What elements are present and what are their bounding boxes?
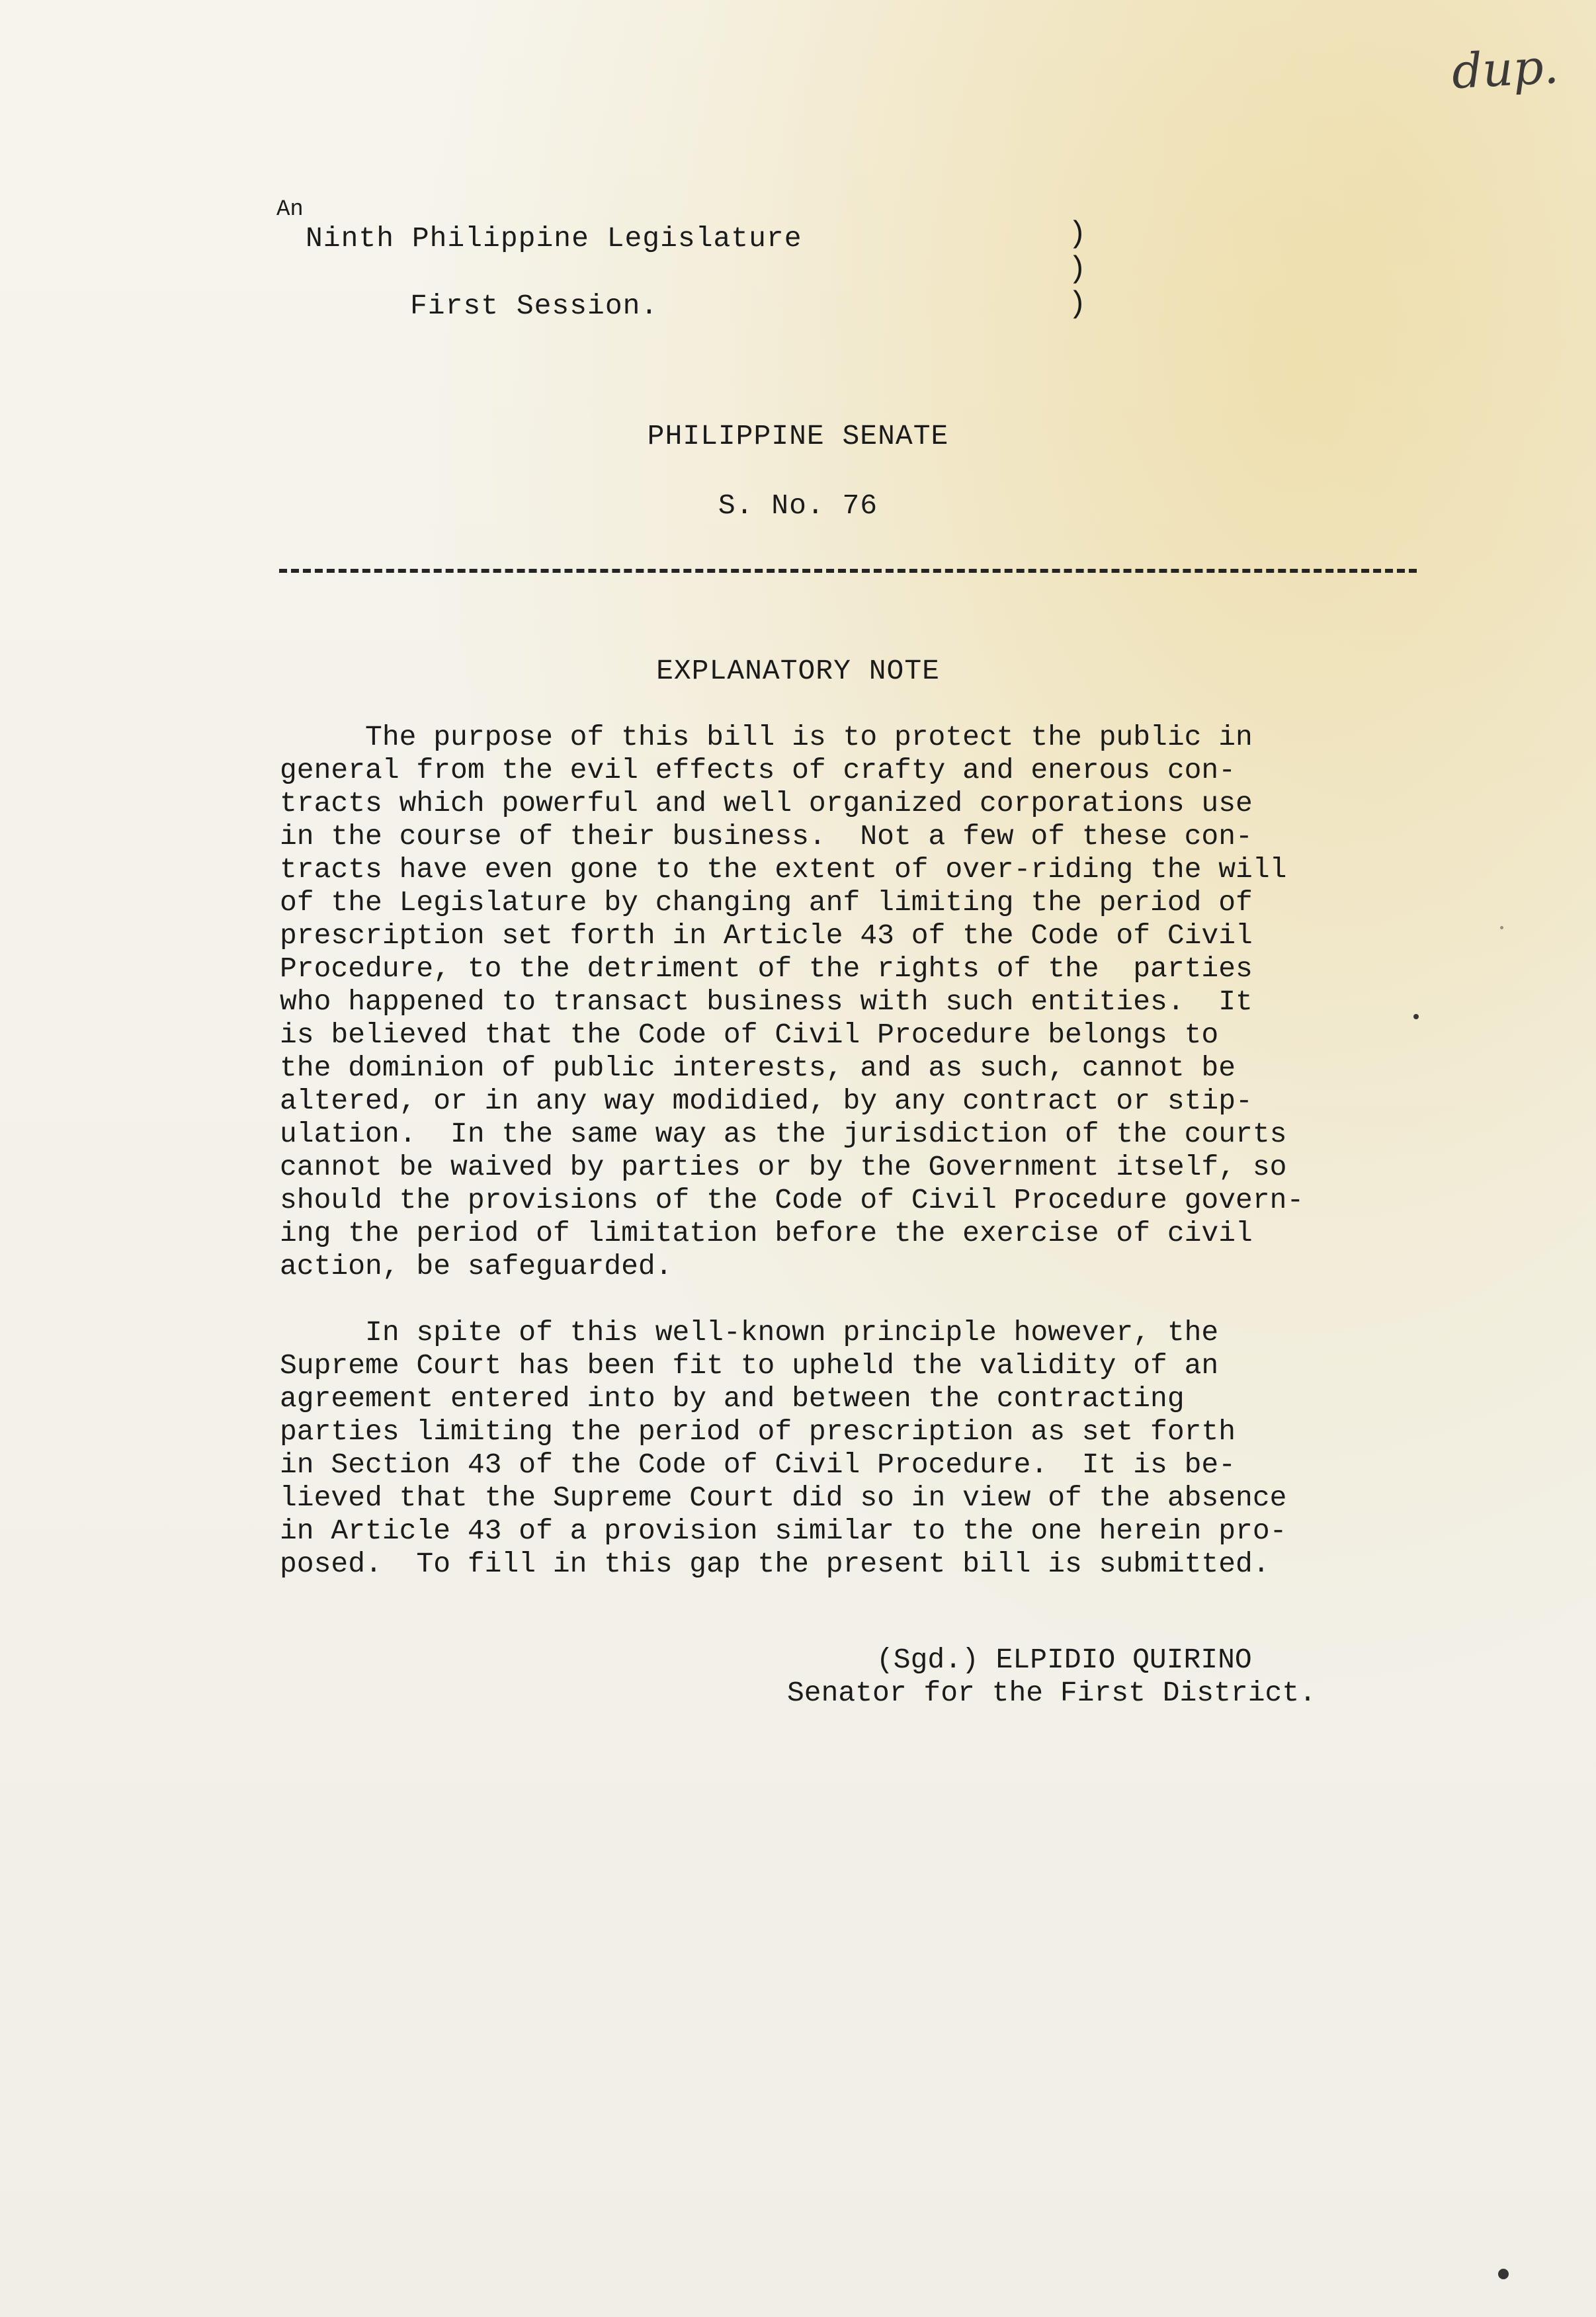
paragraph-1-line: tracts which powerful and well organized corporations use xyxy=(280,787,1253,820)
bill-number: S. No. 76 xyxy=(718,489,878,522)
paragraph-1-line: the dominion of public interests, and as such, cannot be xyxy=(280,1052,1236,1084)
senate-title: PHILIPPINE SENATE xyxy=(647,420,949,452)
explanatory-note-body xyxy=(280,721,1304,1581)
paragraph-2-line: lieved that the Supreme Court did so in view of the absence xyxy=(280,1482,1287,1514)
paragraph-1-line: altered, or in any way modidied, by any contract or stip- xyxy=(280,1085,1253,1117)
paragraph-2-line: in Section 43 of the Code of Civil Procedure. It is be- xyxy=(280,1449,1236,1481)
paragraph-1-line: who happened to transact business with such entities. It xyxy=(280,986,1253,1018)
paragraph-1-line: cannot be waived by parties or by the Government itself, so xyxy=(280,1151,1287,1183)
paragraph-1-line: prescription set forth in Article 43 of the Code of Civil xyxy=(280,919,1253,952)
paragraph-2-line: Supreme Court has been fit to upheld the validity of an xyxy=(280,1349,1219,1382)
handwritten-note: dup. xyxy=(1450,38,1560,100)
signature-block xyxy=(787,1644,1382,1710)
paragraph-1-line: ulation. In the same way as the jurisdiction of the courts xyxy=(280,1118,1287,1150)
paragraph-1-line: is believed that the Code of Civil Procedure belongs to xyxy=(280,1019,1219,1051)
paragraph-2-line: parties limiting the period of prescription as set forth xyxy=(280,1415,1236,1448)
page-speck xyxy=(1413,1014,1419,1019)
paragraph-1-line: in the course of their business. Not a few of these con- xyxy=(280,820,1253,853)
paragraph-2-line: In spite of this well-known principle however, the xyxy=(280,1316,1219,1349)
dashed-separator xyxy=(279,569,1417,573)
paragraph-1-line: Procedure, to the detriment of the rights of the parties xyxy=(280,952,1253,985)
paragraph-1-line: of the Legislature by changing anf limiting the period of xyxy=(280,886,1253,919)
explanatory-note-title: EXPLANATORY NOTE xyxy=(656,655,940,687)
paragraph-2-line: in Article 43 of a provision similar to the one herein pro- xyxy=(280,1515,1287,1547)
signature-title: Senator for the First District. xyxy=(787,1677,1316,1709)
paragraph-1-line: action, be safeguarded. xyxy=(280,1250,673,1283)
page-speck xyxy=(1498,2269,1509,2279)
paragraph-1-line: ing the period of limitation before the exercise of civil xyxy=(280,1217,1253,1249)
paragraph-1-line: The purpose of this bill is to protect the public in xyxy=(280,721,1253,753)
paragraph-2-line: posed. To fill in this gap the present bill is submitted. xyxy=(280,1548,1270,1580)
paragraph-2-line: agreement entered into by and between the contracting xyxy=(280,1382,1185,1415)
page-speck xyxy=(1500,926,1503,929)
legislature-heading xyxy=(271,197,1087,337)
paragraph-1-line: tracts have even gone to the extent of over-riding the will xyxy=(280,853,1287,886)
session-line: First Session. xyxy=(410,290,659,322)
paragraph-1-line: general from the evil effects of crafty and enerous con- xyxy=(280,754,1236,786)
paragraph-1-line: should the provisions of the Code of Civil Procedure govern- xyxy=(280,1184,1304,1216)
signature-name: (Sgd.) ELPIDIO QUIRINO xyxy=(876,1644,1252,1676)
heading-brackets: ) ) ) xyxy=(1068,217,1087,321)
paragraph-1 xyxy=(280,721,1304,1283)
legislature-line: Ninth Philippine Legislature xyxy=(306,222,802,255)
paragraph-2 xyxy=(280,1316,1295,1581)
correction-mark: An xyxy=(276,197,304,222)
